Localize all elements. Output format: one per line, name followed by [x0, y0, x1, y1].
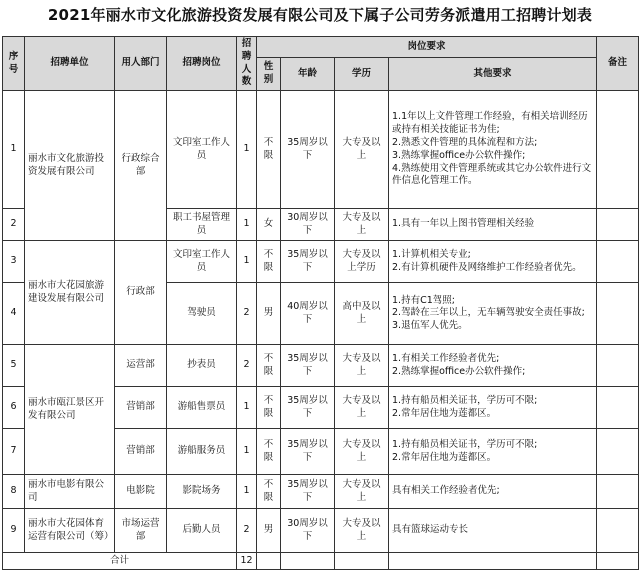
requirement-line: 3.熟练掌握office办公软件操作;	[392, 149, 526, 161]
total-count: 12	[237, 553, 257, 570]
position-cell: 游船售票员	[167, 387, 237, 429]
dept-cell: 运营部	[115, 345, 167, 387]
requirement-line: 1.持有船员相关证书，学历可不限;	[392, 438, 538, 450]
count-cell: 2	[237, 345, 257, 387]
remark-cell	[597, 509, 639, 553]
requirement-line: 2.驾龄在三年以上，无车辆驾驶安全责任事故;	[392, 307, 585, 319]
education-cell: 大专及以上	[335, 345, 389, 387]
requirement-line: 2.常年居住地为莲都区。	[392, 451, 497, 463]
position-cell: 职工书屋管理员	[167, 209, 237, 241]
age-cell: 35周岁以下	[281, 387, 335, 429]
age-cell: 35周岁以下	[281, 345, 335, 387]
age-cell: 35周岁以下	[281, 429, 335, 475]
education-cell: 大专及以上	[335, 509, 389, 553]
education-cell: 大专及以上	[335, 209, 389, 241]
other-cell	[389, 345, 597, 387]
other-cell	[389, 209, 597, 241]
requirement-line: 4.熟练使用文件管理系统或其它办公软件进行文件信息化管理工作。	[392, 162, 592, 187]
requirement-line: 1.持有C1驾照;	[392, 294, 455, 306]
requirement-line: 2.有计算机硬件及网络维护工作经验者优先。	[392, 261, 582, 273]
gender-cell: 不限	[257, 345, 281, 387]
requirement-line: 2.熟练掌握office办公软件操作;	[392, 365, 526, 377]
other-cell	[389, 509, 597, 553]
dept-cell: 行政部	[115, 241, 167, 345]
age-cell: 40周岁以下	[281, 283, 335, 345]
row-seq: 8	[3, 475, 25, 509]
remark-cell	[597, 241, 639, 283]
count-cell: 2	[237, 283, 257, 345]
other-cell	[389, 241, 597, 283]
gender-cell: 不限	[257, 241, 281, 283]
gender-cell: 不限	[257, 387, 281, 429]
remark-cell	[597, 209, 639, 241]
age-cell: 30周岁以下	[281, 509, 335, 553]
empty-cell	[597, 553, 639, 570]
count-cell: 1	[237, 429, 257, 475]
requirement-line: 1.具有一年以上图书管理相关经验	[392, 218, 535, 230]
education-cell: 大专及以上	[335, 429, 389, 475]
requirement-line: 1.计算机相关专业;	[392, 248, 471, 260]
remark-cell	[597, 283, 639, 345]
header-age: 年龄	[281, 57, 335, 90]
requirement-line: 2.熟悉文件管理的具体流程和方法;	[392, 136, 538, 148]
dept-cell: 电影院	[115, 475, 167, 509]
document-title: 2021年丽水市文化旅游投资发展有限公司及下属子公司劳务派遣用工招聘计划表	[47, 6, 593, 24]
unit-cell: 丽水市瓯江景区开发有限公司	[25, 345, 115, 475]
requirement-line: 3.退伍军人优先。	[392, 320, 468, 332]
recruitment-table	[2, 36, 639, 570]
header-unit: 招聘单位	[25, 37, 115, 91]
table-row	[3, 345, 639, 387]
position-cell: 驾驶员	[167, 283, 237, 345]
row-seq: 5	[3, 345, 25, 387]
row-seq: 2	[3, 209, 25, 241]
other-cell	[389, 429, 597, 475]
table-row	[3, 509, 639, 553]
count-cell: 1	[237, 387, 257, 429]
count-cell: 1	[237, 241, 257, 283]
age-cell: 35周岁以下	[281, 475, 335, 509]
position-cell: 后勤人员	[167, 509, 237, 553]
header-seq: 序号	[3, 37, 25, 91]
position-cell: 游船服务员	[167, 429, 237, 475]
header-gender: 性别	[257, 57, 281, 90]
education-cell: 大专及以上学历	[335, 241, 389, 283]
row-seq: 4	[3, 283, 25, 345]
other-cell	[389, 387, 597, 429]
count-cell: 1	[237, 475, 257, 509]
position-cell: 抄表员	[167, 345, 237, 387]
age-cell: 30周岁以下	[281, 209, 335, 241]
other-cell	[389, 283, 597, 345]
gender-cell: 男	[257, 283, 281, 345]
position-cell: 文印室工作人员	[167, 241, 237, 283]
education-cell: 大专及以上	[335, 91, 389, 209]
unit-cell: 丽水市大花园旅游建设发展有限公司	[25, 241, 115, 345]
gender-cell: 不限	[257, 475, 281, 509]
unit-cell: 丽水市文化旅游投资发展有限公司	[25, 91, 115, 241]
header-education: 学历	[335, 57, 389, 90]
row-seq: 6	[3, 387, 25, 429]
table-row	[3, 241, 639, 283]
requirement-line: 具有相关工作经验者优先;	[392, 485, 500, 497]
requirement-line: 1.1年以上文件管理工作经验，有相关培训经历或持有相关技能证书为佳;	[392, 111, 588, 136]
row-seq: 3	[3, 241, 25, 283]
total-row	[3, 553, 639, 570]
dept-cell: 行政综合部	[115, 91, 167, 241]
empty-cell	[335, 553, 389, 570]
table-row	[3, 91, 639, 209]
count-cell: 1	[237, 209, 257, 241]
education-cell: 大专及以上	[335, 475, 389, 509]
empty-cell	[257, 553, 281, 570]
header-requirements: 岗位要求	[257, 37, 597, 58]
unit-cell: 丽水市电影有限公司	[25, 475, 115, 509]
unit-cell: 丽水市大花园体育运营有限公司（筹）	[25, 509, 115, 553]
gender-cell: 不限	[257, 429, 281, 475]
remark-cell	[597, 91, 639, 209]
dept-cell: 市场运营部	[115, 509, 167, 553]
requirement-line: 1.持有船员相关证书，学历可不限;	[392, 394, 538, 406]
requirement-line: 具有篮球运动专长	[392, 524, 469, 536]
count-cell: 2	[237, 509, 257, 553]
age-cell: 35周岁以下	[281, 241, 335, 283]
header-other: 其他要求	[389, 57, 597, 90]
education-cell: 大专及以上	[335, 387, 389, 429]
other-cell	[389, 91, 597, 209]
gender-cell: 男	[257, 509, 281, 553]
requirement-line: 2.常年居住地为莲都区。	[392, 407, 497, 419]
other-cell	[389, 475, 597, 509]
header-remark: 备注	[597, 37, 639, 91]
position-cell: 文印室工作人员	[167, 91, 237, 209]
requirement-line: 1.有相关工作经验者优先;	[392, 352, 500, 364]
header-count: 招聘人数	[237, 37, 257, 91]
empty-cell	[389, 553, 597, 570]
remark-cell	[597, 387, 639, 429]
header-position: 招聘岗位	[167, 37, 237, 91]
row-seq: 1	[3, 91, 25, 209]
remark-cell	[597, 429, 639, 475]
remark-cell	[597, 475, 639, 509]
position-cell: 影院场务	[167, 475, 237, 509]
header-dept: 用人部门	[115, 37, 167, 91]
count-cell: 1	[237, 91, 257, 209]
empty-cell	[281, 553, 335, 570]
dept-cell: 营销部	[115, 387, 167, 429]
gender-cell: 女	[257, 209, 281, 241]
row-seq: 7	[3, 429, 25, 475]
gender-cell: 不限	[257, 91, 281, 209]
row-seq: 9	[3, 509, 25, 553]
table-row	[3, 475, 639, 509]
age-cell: 35周岁以下	[281, 91, 335, 209]
total-label: 合计	[3, 553, 237, 570]
education-cell: 高中及以上	[335, 283, 389, 345]
remark-cell	[597, 345, 639, 387]
dept-cell: 营销部	[115, 429, 167, 475]
